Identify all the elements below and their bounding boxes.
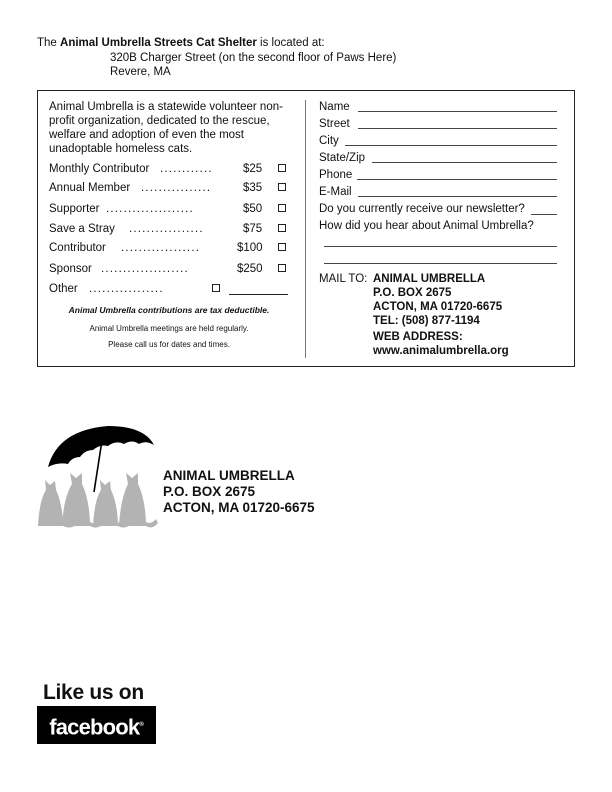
option-amount: $250 [237,263,263,275]
footer-address-line-3: ACTON, MA 01720-6675 [163,500,315,515]
option-label: Other [49,283,78,295]
option-label: Monthly Contributor [49,163,150,175]
field-label: Name [319,100,353,114]
option-amount: $100 [237,242,263,254]
option-amount: $50 [243,203,263,215]
phone-field[interactable] [319,168,559,182]
newsletter-question [319,202,525,216]
other-amount-field[interactable] [229,294,288,295]
option-supporter[interactable] [49,202,289,216]
hear-question: How did you hear about Animal Umbrella? [319,220,534,232]
city-input-line[interactable] [345,145,557,146]
option-checkbox[interactable] [278,204,286,212]
web-label: WEB ADDRESS: [373,331,463,343]
email-input-line[interactable] [358,196,557,197]
intro-org-name: Animal Umbrella Streets Cat Shelter [60,37,257,49]
option-save-a-stray[interactable] [49,222,289,236]
option-annual-member[interactable] [49,181,289,195]
facebook-logo[interactable] [37,706,156,744]
intro-prefix: The [37,37,61,49]
street-input-line[interactable] [358,128,557,129]
name-input-line[interactable] [358,111,557,112]
option-checkbox[interactable] [278,224,286,232]
field-label: Phone [319,168,355,182]
option-label: Sponsor [49,263,92,275]
option-leader-dots: .................... [101,263,189,275]
newsletter-answer-line[interactable] [531,214,557,215]
option-monthly-contributor[interactable] [49,162,289,176]
intro-address-line1: 320B Charger Street (on the second floor of Paws Here) [110,51,397,64]
option-amount: $35 [243,182,263,194]
facebook-wordmark: facebook [49,714,140,740]
footer-address-line-2: P.O. BOX 2675 [163,484,256,499]
state-zip-field[interactable] [319,151,559,165]
cat-silhouettes-icon [38,473,158,528]
option-label: Contributor [49,242,106,254]
mail-line-4: TEL: (508) 877-1194 [373,315,480,327]
option-checkbox[interactable] [278,264,286,272]
email-field[interactable] [319,185,559,199]
option-label: Save a Stray [49,223,115,235]
web-url[interactable]: www.animalumbrella.org [373,345,509,357]
mission-statement: Animal Umbrella is a statewide volunteer non-profit organization, dedicated to the rescue, welfare and adoption of even the most unadoptable homeless cats. [49,101,283,155]
mail-to-label: MAIL TO: [319,273,368,285]
option-label: Annual Member [49,182,131,194]
mail-line-2: P.O. BOX 2675 [373,287,452,299]
newsletter-question-text: Do you currently receive our newsletter? [319,203,525,215]
intro-address-line2: Revere, MA [110,66,171,78]
mail-to-address [373,272,502,328]
option-leader-dots: ................. [129,223,204,235]
street-field[interactable] [319,117,559,131]
intro-suffix: is located at: [256,37,325,49]
umbrella-cats-logo [36,420,161,535]
call-line: Please call us for dates and times. [108,340,230,349]
option-checkbox[interactable] [278,243,286,251]
option-leader-dots: ............ [160,163,213,175]
option-other[interactable] [49,282,289,296]
like-us-text: Like us on [43,681,144,704]
footer-address-line-1: ANIMAL UMBRELLA [163,468,295,483]
form-column-divider [305,100,306,358]
option-amount: $25 [243,163,263,175]
trademark-mark: ® [139,722,144,728]
mail-line-1: ANIMAL UMBRELLA [373,273,486,285]
option-label: Supporter [49,203,100,215]
field-label: City [319,134,342,148]
phone-input-line[interactable] [357,179,557,180]
field-label: State/Zip [319,151,368,165]
option-leader-dots: ................ [141,182,212,194]
option-leader-dots: .................... [106,203,194,215]
option-leader-dots: ................. [89,283,164,295]
meetings-line: Animal Umbrella meetings are held regularly. [89,324,249,333]
hear-answer-line-1[interactable] [324,246,557,247]
meetings-note [49,321,289,353]
option-amount: $75 [243,223,263,235]
footer-address [163,468,315,516]
tax-deductible-note: Animal Umbrella contributions are tax deductible. [68,305,270,315]
city-field[interactable] [319,134,559,148]
option-checkbox[interactable] [278,164,286,172]
web-address-block [373,330,509,358]
option-contributor[interactable] [49,241,289,255]
option-checkbox[interactable] [212,284,220,292]
option-leader-dots: .................. [121,242,201,254]
hear-answer-line-2[interactable] [324,263,557,264]
field-label: E-Mail [319,185,355,199]
intro-line [37,36,396,51]
intro-block [37,36,396,80]
field-label: Street [319,117,353,131]
state-zip-input-line[interactable] [372,162,557,163]
option-checkbox[interactable] [278,183,286,191]
option-sponsor[interactable] [49,262,289,276]
mail-line-3: ACTON, MA 01720-6675 [373,301,503,313]
name-field[interactable] [319,100,559,114]
